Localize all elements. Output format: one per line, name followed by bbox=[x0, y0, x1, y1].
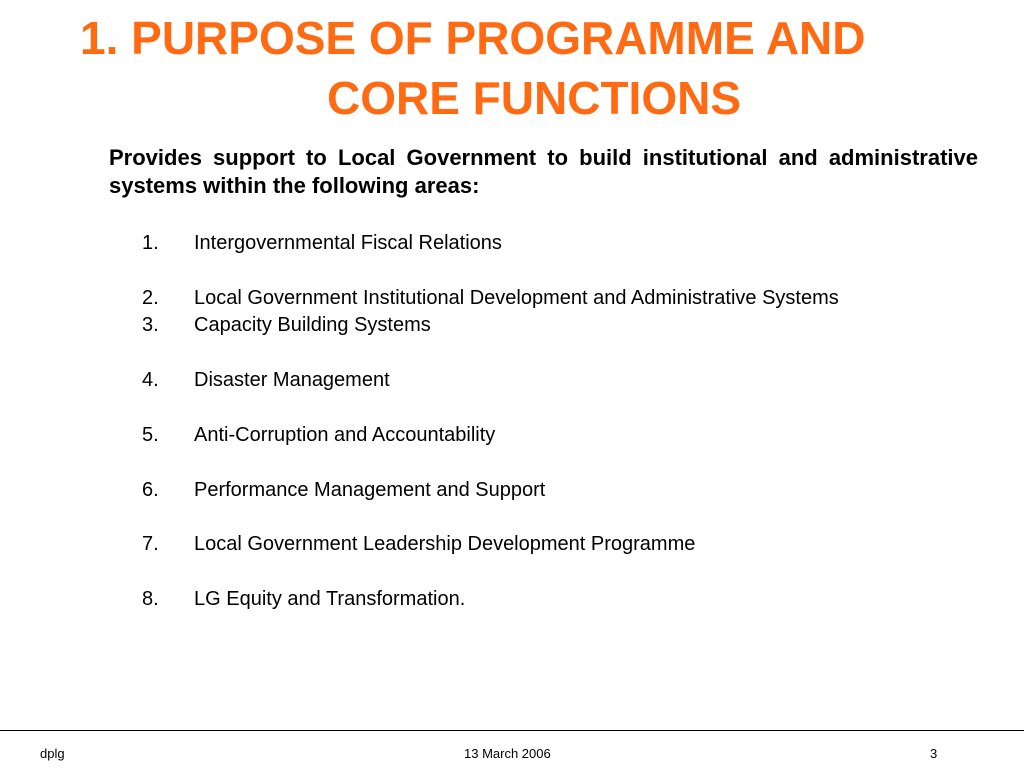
list-item bbox=[142, 312, 1002, 338]
footer-page-number: 3 bbox=[930, 746, 938, 761]
intro-paragraph: Provides support to Local Government to build institutional and administrative systems within the following areas: bbox=[109, 145, 978, 198]
list-item-number: 7. bbox=[142, 533, 159, 555]
list-item-number: 2. bbox=[142, 287, 159, 309]
list-item bbox=[142, 285, 1002, 311]
footer-divider bbox=[0, 730, 1024, 731]
list-item-number: 5. bbox=[142, 424, 159, 446]
list-item-text: Intergovernmental Fiscal Relations bbox=[194, 232, 502, 254]
list-item bbox=[142, 531, 1002, 557]
list-item-text: Performance Management and Support bbox=[194, 479, 546, 501]
list-item bbox=[142, 477, 1002, 503]
list-item bbox=[142, 422, 1002, 448]
slide-title bbox=[0, 8, 1024, 128]
list-item-number: 1. bbox=[142, 232, 159, 254]
list-item bbox=[142, 586, 1002, 612]
list-item-text: Capacity Building Systems bbox=[194, 314, 431, 336]
footer-date: 13 March 2006 bbox=[464, 746, 551, 761]
list-item-number: 8. bbox=[142, 588, 159, 610]
list-item-text: Local Government Institutional Development and Administrative Systems bbox=[194, 287, 839, 309]
list-item-number: 4. bbox=[142, 369, 159, 391]
list-item bbox=[142, 367, 1002, 393]
list-item-number: 3. bbox=[142, 314, 159, 336]
list-item-text: Anti-Corruption and Accountability bbox=[194, 424, 496, 446]
slide-title-line-2: CORE FUNCTIONS bbox=[327, 72, 741, 124]
list-item-text: Local Government Leadership Development Programme bbox=[194, 533, 696, 555]
list-item bbox=[142, 230, 1002, 256]
slide-title-line-1: 1. PURPOSE OF PROGRAMME AND bbox=[80, 12, 866, 64]
list-item-text: Disaster Management bbox=[194, 369, 390, 391]
list-item-number: 6. bbox=[142, 479, 159, 501]
footer-organization: dplg bbox=[40, 746, 65, 761]
list-item-text: LG Equity and Transformation. bbox=[194, 588, 466, 610]
